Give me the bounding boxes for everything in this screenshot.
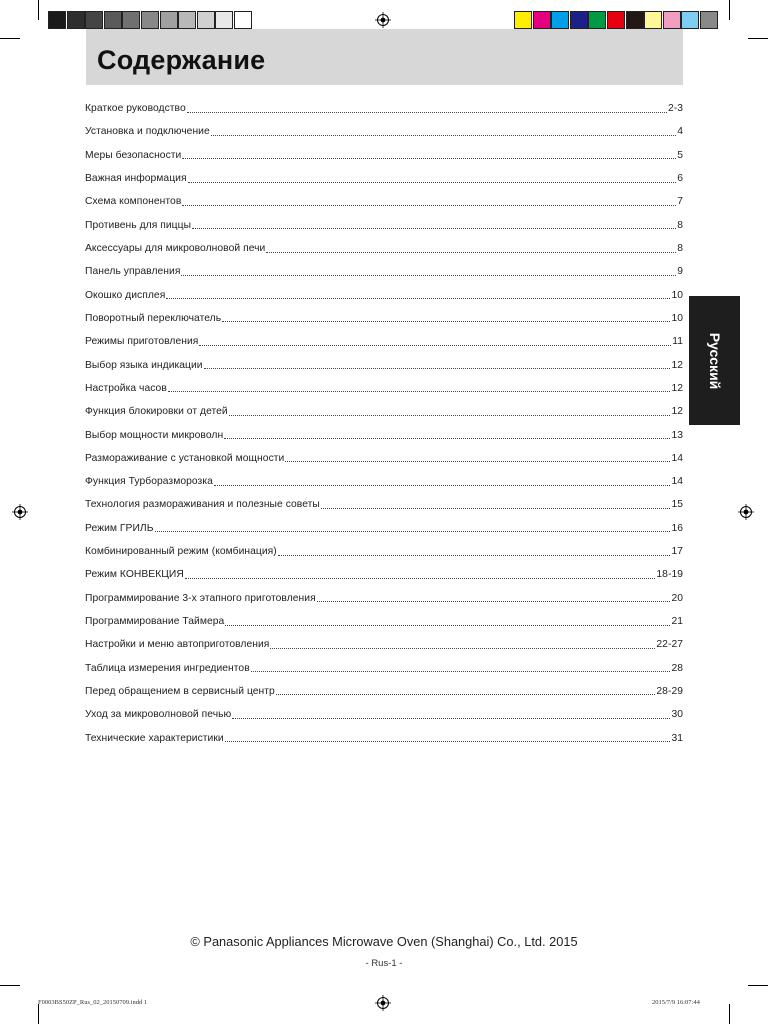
- language-tab: [689, 296, 740, 425]
- gray-swatch: [48, 11, 66, 29]
- toc-dot-leader: [251, 670, 671, 672]
- toc-entry-title: Программирование 3-х этапного приготовления: [85, 592, 316, 604]
- toc-row: [85, 97, 683, 120]
- toc-dot-leader: [204, 367, 671, 369]
- toc-entry-title: Размораживание с установкой мощности: [85, 452, 285, 464]
- toc-page-number: 12: [671, 406, 683, 418]
- toc-entry-title: Аксессуары для микроволновой печи: [85, 243, 266, 255]
- toc-entry-title: Окошко дисплея: [85, 289, 166, 301]
- toc-page-number: 28-29: [656, 685, 683, 697]
- toc-page-number: 17: [671, 546, 683, 558]
- toc-dot-leader: [214, 484, 671, 486]
- toc-dot-leader: [188, 181, 677, 183]
- toc-row: [85, 307, 683, 330]
- color-swatch: [681, 11, 699, 29]
- page-title: Содержание: [97, 45, 266, 75]
- toc-page-number: 12: [671, 382, 683, 394]
- toc-page-number: 12: [671, 359, 683, 371]
- toc-dot-leader: [182, 157, 676, 159]
- gray-swatch: [141, 11, 159, 29]
- toc-row: [85, 214, 683, 237]
- toc-row: [85, 237, 683, 260]
- crop-mark-bottom-right-h: [748, 985, 768, 986]
- toc-page-number: 20: [671, 592, 683, 604]
- toc-entry-title: Панель управления: [85, 266, 181, 278]
- color-swatch: [551, 11, 569, 29]
- copyright-notice: © Panasonic Appliances Microwave Oven (Shanghai) Co., Ltd. 2015: [190, 934, 578, 949]
- toc-entry-title: Противень для пиццы: [85, 219, 192, 231]
- toc-dot-leader: [199, 344, 671, 346]
- toc-entry-title: Установка и подключение: [85, 126, 210, 138]
- registration-mark-bottom: [375, 995, 391, 1011]
- toc-dot-leader: [285, 460, 670, 462]
- toc-row: [85, 563, 683, 586]
- toc-row: [85, 167, 683, 190]
- toc-row: [85, 540, 683, 563]
- toc-entry-title: Краткое руководство: [85, 103, 186, 115]
- crop-mark-top-right-v: [729, 0, 730, 20]
- toc-page-number: 14: [671, 452, 683, 464]
- toc-entry-title: Технология размораживания и полезные советы: [85, 499, 320, 511]
- toc-page-number: 5: [677, 149, 683, 161]
- toc-row: [85, 610, 683, 633]
- color-swatch: [626, 11, 644, 29]
- toc-page-number: 13: [671, 429, 683, 441]
- color-swatch: [700, 11, 718, 29]
- toc-entry-title: Функция Турборазморозка: [85, 476, 213, 488]
- toc-page-number: 31: [671, 732, 683, 744]
- crop-mark-bottom-left-h: [0, 985, 20, 986]
- color-swatch: [533, 11, 551, 29]
- color-swatch: [607, 11, 625, 29]
- toc-page-number: 8: [677, 219, 683, 231]
- toc-row: [85, 587, 683, 610]
- toc-page-number: 14: [671, 476, 683, 488]
- crop-mark-bottom-left-v: [38, 1004, 39, 1024]
- toc-page-number: 18-19: [656, 569, 683, 581]
- toc-page-number: 10: [671, 289, 683, 301]
- toc-row: [85, 377, 683, 400]
- toc-dot-leader: [225, 740, 671, 742]
- toc-entry-title: Важная информация: [85, 173, 187, 185]
- registration-mark-right: [738, 504, 754, 520]
- toc-page-number: 21: [671, 616, 683, 628]
- toc-row: [85, 400, 683, 423]
- toc-entry-title: Режим КОНВЕКЦИЯ: [85, 569, 184, 581]
- toc-entry-title: Меры безопасности: [85, 149, 182, 161]
- color-swatch: [588, 11, 606, 29]
- toc-dot-leader: [276, 693, 656, 695]
- toc-row: [85, 330, 683, 353]
- toc-page-number: 22-27: [656, 639, 683, 651]
- toc-page-number: 30: [671, 709, 683, 721]
- crop-mark-bottom-right-v: [729, 1004, 730, 1024]
- toc-dot-leader: [155, 530, 671, 532]
- registration-mark-top: [375, 12, 391, 28]
- color-swatch: [570, 11, 588, 29]
- toc-row: [85, 144, 683, 167]
- toc-dot-leader: [232, 717, 670, 719]
- toc-entry-title: Режим ГРИЛЬ: [85, 522, 154, 534]
- toc-dot-leader: [166, 297, 670, 299]
- gray-swatch: [104, 11, 122, 29]
- toc-page-number: 16: [671, 522, 683, 534]
- toc-dot-leader: [278, 554, 671, 556]
- language-tab-label: Русский: [706, 332, 723, 389]
- toc-entry-title: Настройки и меню автоприготовления: [85, 639, 270, 651]
- toc-dot-leader: [224, 437, 670, 439]
- toc-dot-leader: [222, 320, 670, 322]
- toc-page-number: 4: [677, 126, 683, 138]
- toc-page-number: 9: [677, 266, 683, 278]
- toc-row: [85, 703, 683, 726]
- toc-row: [85, 657, 683, 680]
- toc-row: [85, 517, 683, 540]
- toc-dot-leader: [192, 227, 676, 229]
- gray-swatch: [215, 11, 233, 29]
- crop-mark-top-left-h: [0, 38, 20, 39]
- gray-swatch: [234, 11, 252, 29]
- toc-page-number: 28: [671, 662, 683, 674]
- toc-entry-title: Технические характеристики: [85, 732, 224, 744]
- toc-dot-leader: [182, 204, 676, 206]
- toc-dot-leader: [211, 134, 676, 136]
- toc-row: [85, 284, 683, 307]
- gray-swatch: [85, 11, 103, 29]
- toc-page-number: 11: [672, 336, 683, 348]
- print-timestamp: 2015/7/9 16:07:44: [652, 999, 700, 1006]
- toc-entry-title: Выбор мощности микроволн: [85, 429, 224, 441]
- page-number: - Rus-1 -: [365, 958, 403, 969]
- toc-row: [85, 353, 683, 376]
- crop-mark-top-right-h: [748, 38, 768, 39]
- toc-entry-title: Настройка часов: [85, 382, 167, 394]
- toc-dot-leader: [270, 647, 655, 649]
- toc-page-number: 10: [671, 312, 683, 324]
- toc-entry-title: Схема компонентов: [85, 196, 182, 208]
- toc-row: [85, 260, 683, 283]
- color-swatch: [514, 11, 532, 29]
- toc-entry-title: Функция блокировки от детей: [85, 406, 228, 418]
- gray-swatch: [67, 11, 85, 29]
- toc-dot-leader: [181, 274, 676, 276]
- toc-dot-leader: [229, 414, 671, 416]
- toc-row: [85, 493, 683, 516]
- toc-entry-title: Выбор языка индикации: [85, 359, 203, 371]
- toc-dot-leader: [185, 577, 656, 579]
- toc-dot-leader: [321, 507, 671, 509]
- toc-page-number: 8: [677, 243, 683, 255]
- toc-dot-leader: [266, 251, 676, 253]
- toc-page-number: 15: [671, 499, 683, 511]
- toc-entry-title: Перед обращением в сервисный центр: [85, 685, 275, 697]
- color-swatch: [644, 11, 662, 29]
- toc-row: [85, 726, 683, 749]
- toc-row: [85, 447, 683, 470]
- title-bar: [86, 29, 683, 85]
- toc-entry-title: Уход за микроволновой печью: [85, 709, 232, 721]
- toc-entry-title: Комбинированный режим (комбинация): [85, 546, 277, 558]
- toc-row: [85, 633, 683, 656]
- toc-page-number: 6: [677, 173, 683, 185]
- registration-mark-left: [12, 504, 28, 520]
- toc-entry-title: Таблица измерения ингредиентов: [85, 662, 250, 674]
- gray-swatch: [160, 11, 178, 29]
- toc-entry-title: Программирование Таймера: [85, 616, 225, 628]
- toc-dot-leader: [317, 600, 671, 602]
- gray-swatch: [178, 11, 196, 29]
- toc-row: [85, 423, 683, 446]
- crop-mark-top-left-v: [38, 0, 39, 20]
- gray-swatch: [122, 11, 140, 29]
- toc-row: [85, 120, 683, 143]
- color-swatch: [663, 11, 681, 29]
- toc-row: [85, 680, 683, 703]
- toc-dot-leader: [187, 111, 667, 113]
- toc-entry-title: Режимы приготовления: [85, 336, 199, 348]
- toc-entry-title: Поворотный переключатель: [85, 312, 222, 324]
- gray-swatch: [197, 11, 215, 29]
- toc-dot-leader: [168, 390, 671, 392]
- toc-page-number: 7: [677, 196, 683, 208]
- toc-row: [85, 190, 683, 213]
- toc-row: [85, 470, 683, 493]
- toc-dot-leader: [225, 624, 670, 626]
- table-of-contents: [85, 97, 683, 750]
- file-slug: F0003BS50ZP_Rus_02_20150709.indd 1: [38, 999, 148, 1006]
- toc-page-number: 2-3: [667, 103, 683, 115]
